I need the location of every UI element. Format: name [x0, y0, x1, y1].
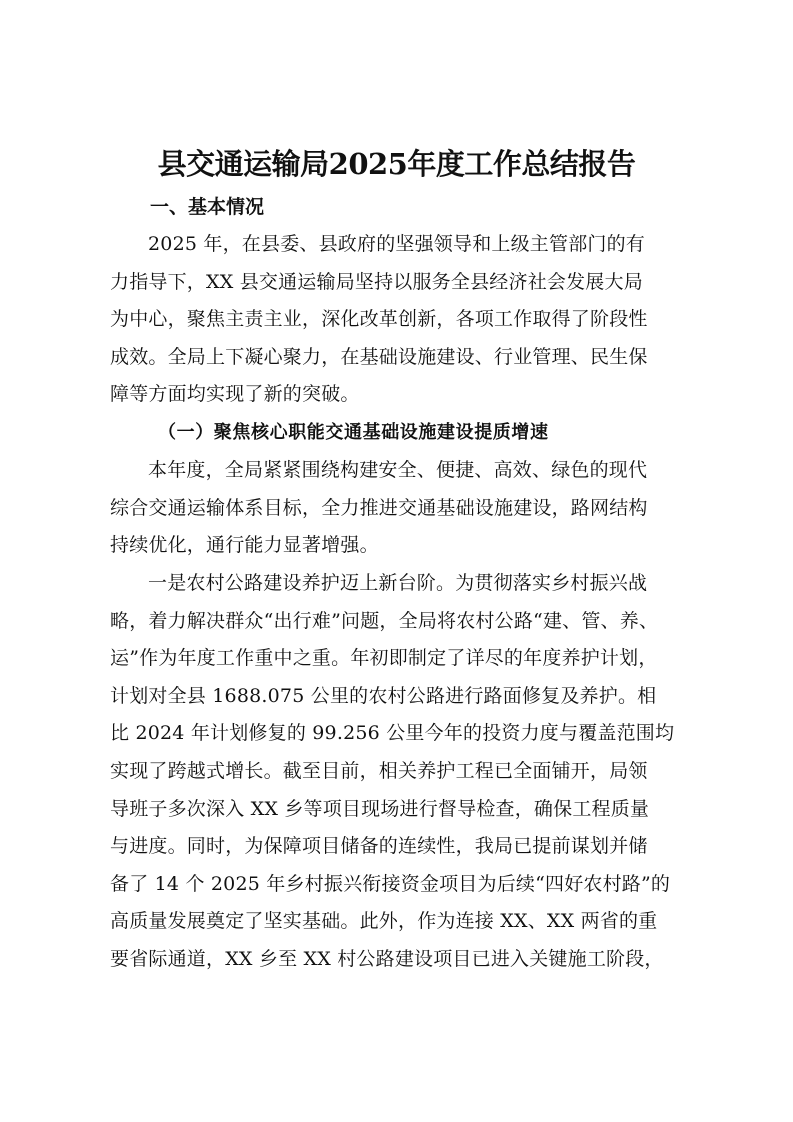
- subsection-heading-infrastructure: （一）聚焦核心职能交通基础设施建设提质增速: [158, 422, 549, 443]
- section-heading-basic-situation: 一、基本情况: [150, 196, 265, 218]
- paragraph-line: 一是农村公路建设养护迈上新台阶。为贯彻落实乡村振兴战: [148, 572, 648, 594]
- section-basic-paragraph: [110, 226, 682, 414]
- paragraph-line: 2025 年，在县委、县政府的坚强领导和上级主管部门的有: [148, 233, 645, 255]
- subsection-rural-roads-paragraph: [110, 565, 682, 979]
- paragraph-line: 备了 14 个 2025 年乡村振兴衔接资金项目为后续“四好农村路”的: [110, 872, 671, 895]
- paragraph-line: 障等方面均实现了新的突破。: [110, 383, 360, 406]
- paragraph-line: 为中心，聚焦主责主业，深化改革创新，各项工作取得了阶段性: [110, 308, 648, 331]
- paragraph-line: 略，着力解决群众“出行难”问题，全局将农村公路“建、管、养、: [110, 609, 659, 632]
- paragraph-line: 本年度，全局紧紧围绕构建安全、便捷、高效、绿色的现代: [148, 459, 648, 481]
- paragraph-line: 与进度。同时，为保障项目储备的连续性，我局已提前谋划并储: [110, 835, 648, 858]
- paragraph-line: 计划对全县 1688.075 公里的农村公路进行路面修复及养护。相: [110, 684, 657, 707]
- paragraph-line: 导班子多次深入 XX 乡等项目现场进行督导检查，确保工程质量: [110, 797, 650, 820]
- paragraph-line: 比 2024 年计划修复的 99.256 公里今年的投资力度与覆盖范围均: [110, 722, 675, 745]
- paragraph-line: 持续优化，通行能力显著增强。: [110, 534, 379, 557]
- paragraph-line: 力指导下，XX 县交通运输局坚持以服务全县经济社会发展大局: [110, 270, 643, 293]
- paragraph-line: 要省际通道，XX 乡至 XX 村公路建设项目已进入关键施工阶段，: [110, 947, 664, 970]
- paragraph-line: 成效。全局上下凝心聚力，在基础设施建设、行业管理、民生保: [110, 345, 648, 368]
- paragraph-line: 实现了跨越式增长。截至目前，相关养护工程已全面铺开，局领: [110, 759, 648, 782]
- paragraph-line: 高质量发展奠定了坚实基础。此外，作为连接 XX、XX 两省的重: [110, 910, 658, 933]
- paragraph-line: 综合交通运输体系目标，全力推进交通基础设施建设，路网结构: [110, 496, 648, 519]
- subsection-intro-paragraph: [110, 452, 682, 565]
- document-title: 县交通运输局2025年度工作总结报告: [157, 147, 636, 181]
- paragraph-line: 运”作为年度工作重中之重。年初即制定了详尽的年度养护计划，: [110, 647, 658, 670]
